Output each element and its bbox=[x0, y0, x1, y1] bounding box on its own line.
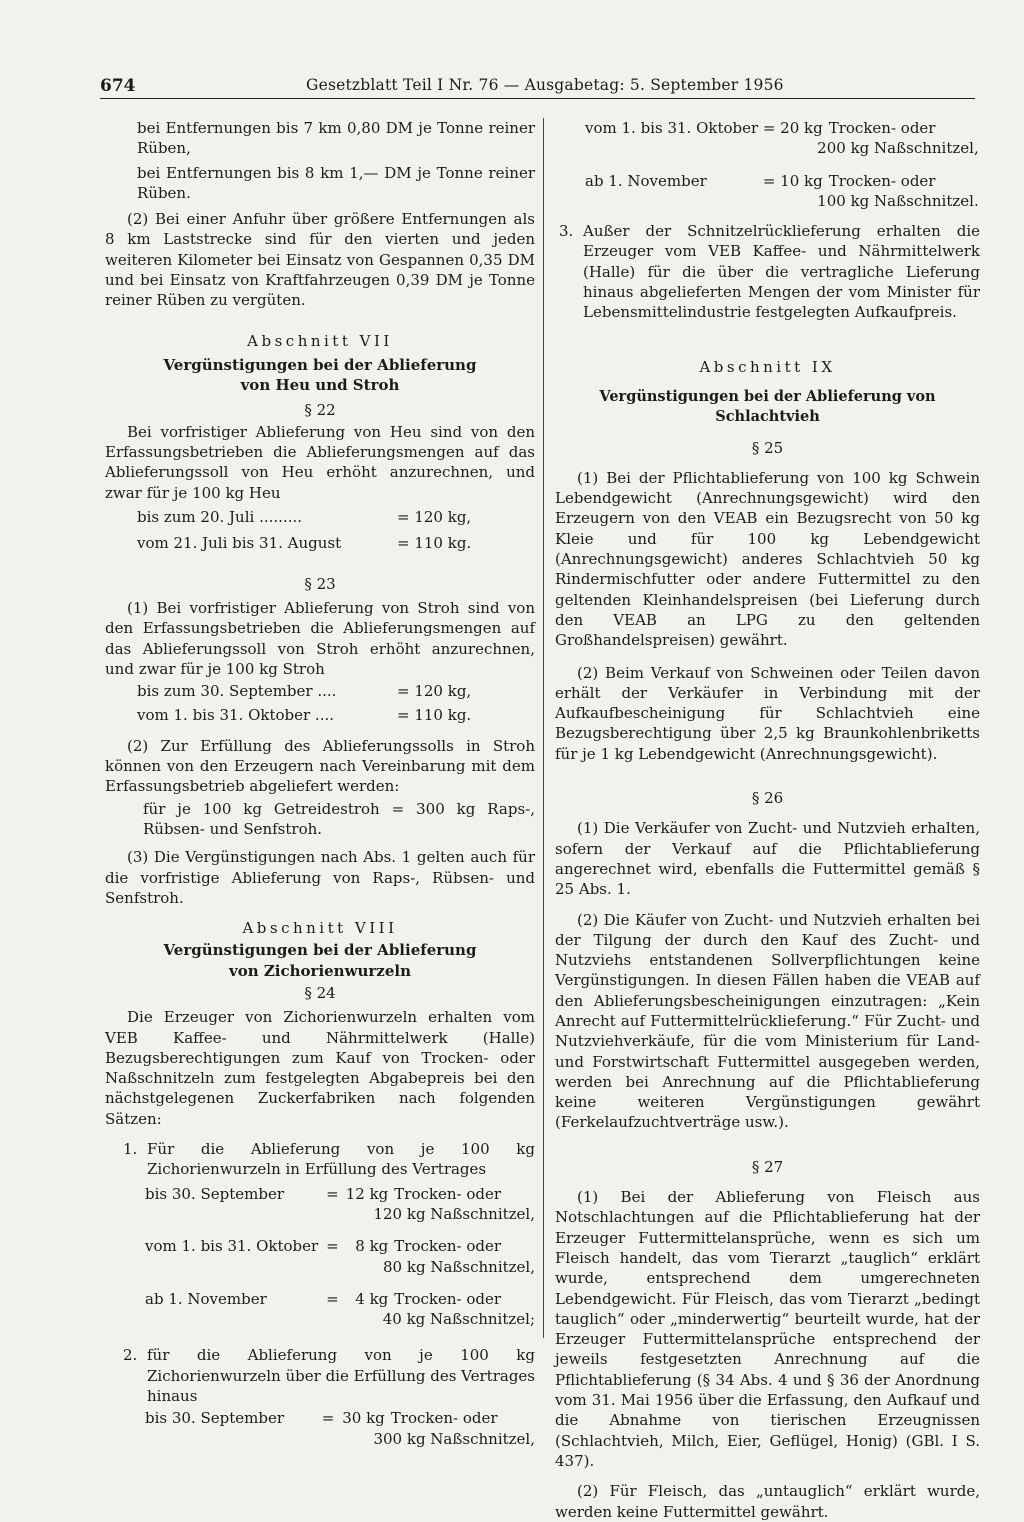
rate-amount: 8 kg bbox=[355, 1237, 389, 1256]
straw-rate-label: vom 1. bis 31. Oktober .... bbox=[137, 706, 334, 725]
s27-p1: (1) Bei der Ablieferung von Fleisch aus Notschlachtungen auf die Pflichtablieferung hat der Erzeuger Futtermittelansprüche, wenn es sich um Fleisch handelt, das vom Tierarzt „tauglich“ erklärt wurde, entsprechend dem umgerechneten Lebendgewicht. Für Fleisch, das vom Tierarzt „bedingt tauglich“ oder „minderwertig“ beurteilt wurde, hat der Erzeuger Futtermittelansprüche entsprechend der jeweils festgesetzten Anrechnung auf die Pflichtablieferung (§ 34 Abs. 4 und § 36 der Anordnung vom 31. Mai 1956 über die Erfassung, den Aufkauf und die Abnahme von tierischen Erzeugnissen (Schlachtvieh, Milch, Eier, Geflügel, Honig) (GBl. I S. 437). bbox=[555, 1188, 980, 1470]
s25-p1: (1) Bei der Pflichtablieferung von 100 kg Schwein Lebendgewicht (Anrechnungsgewicht) wird den Erzeugern von den VEAB ein Bezugsrecht von 50 kg Kleie und für 100 kg Lebendgewicht (Anrechnungsgewicht) anderes Schlachtvieh 50 kg Rindermischfutter oder andere Futtermittel zu den geltenden Kleinhandelspreisen (bei Lieferung durch den VEAB an LPG zu den geltenden Großhandelspreisen) gewährt. bbox=[555, 468, 980, 650]
paragraph-sign-24: § 24 bbox=[304, 983, 336, 1002]
rate-row-cont bbox=[145, 1257, 535, 1277]
s23-p1: (1) Bei vorfristiger Ablieferung von Stroh sind von den Erfassungsbetrieben die Ablieferungsmengen auf das Ablieferungssoll von Stroh erhöht anzurechnen, und zwar für je 100 kg Stroh bbox=[105, 598, 535, 678]
paragraph-2: (2) Bei einer Anfuhr über größere Entfernungen als 8 km Laststrecke sind für den vierten und jeden weiteren Kilometer bei Einsatz von Gespannen 0,35 DM und bei Einsatz von Kraftfahrzeugen 0,39 DM je Tonne reiner Rüben zu vergüten. bbox=[105, 210, 535, 310]
rate-row bbox=[145, 1184, 535, 1204]
left-column bbox=[105, 118, 535, 1449]
list-item-text: Außer der Schnitzelrücklieferung erhalten die Erzeuger vom VEB Kaffee- und Nährmittelwerk (Halle) für die über die vertragliche Lieferung hinaus abgelieferten Mengen der vom Minister für Lebensmittelindustrie festgelegten Aufkaufpreis. bbox=[583, 222, 980, 322]
right-column bbox=[555, 118, 980, 1522]
distance-rate-8km: bei Entfernungen bis 8 km 1,— DM je Tonne reiner Rüben. bbox=[137, 163, 535, 202]
s23-p3: (3) Die Vergünstigungen nach Abs. 1 gelten auch für die vorfristige Ablieferung von Raps-, Rübsen- und Senfstroh. bbox=[105, 848, 535, 907]
s26-p2: (2) Die Käufer von Zucht- und Nutzvieh erhalten bei der Tilgung der durch den Kauf des Zucht- und Nutzviehs entstandenen Sollverpflichtungen keine Vergünstigungen. In diesen Fällen haben die VEAB auf den Ablieferungsbescheinigungen einzutragen: „Kein Anrecht auf Futtermittelrücklieferung.“ Für Zucht- und Nutzviehverkäufe, für die vom Ministerium für Land- und Forstwirtschaft Futtermittel ausgegeben werden, werden bei Anrechnung auf die Pflichtablieferung keine weiteren Vergünstigungen gewährt (Ferkelaufzuchtverträge usw.). bbox=[555, 910, 980, 1132]
chicory-rates-table-1 bbox=[145, 1184, 535, 1330]
rate-row-cont bbox=[145, 1429, 535, 1449]
list-item-number: 2. bbox=[123, 1346, 138, 1365]
paragraph-sign-26: § 26 bbox=[751, 789, 784, 808]
rate-product: Trocken- oder bbox=[828, 171, 936, 190]
section-heading-ix: Abschnitt IX bbox=[699, 357, 836, 376]
rate-alt: 100 kg Naßschnitzel. bbox=[817, 191, 979, 210]
hay-rate-value: = 120 kg, bbox=[397, 508, 472, 527]
straw-rate-value: = 120 kg, bbox=[397, 682, 472, 701]
rate-equals: = bbox=[326, 1289, 339, 1308]
s26-p1: (1) Die Verkäufer von Zucht- und Nutzvieh erhalten, sofern der Verkauf auf die Pflichtablieferung angerechnet wird, ebenfalls die Futtermittel gemäß § 25 Abs. 1. bbox=[555, 819, 980, 899]
s23-p2: (2) Zur Erfüllung des Ablieferungssolls in Stroh können von den Erzeugern nach Vereinbarung mit dem Erfassungsbetrieb abgeliefert werden: bbox=[105, 736, 535, 796]
hay-rate-row bbox=[137, 533, 471, 553]
rate-amount: 12 kg bbox=[345, 1184, 389, 1203]
straw-rate-value: = 110 kg. bbox=[397, 706, 472, 725]
paragraph-sign-27: § 27 bbox=[751, 1157, 784, 1176]
s22-text: Bei vorfristiger Ablieferung von Heu sind von den Erfassungsbetrieben die Ablieferungsmengen auf das Ablieferungssoll von Heu erhöht anzurechnen, und zwar für je 100 kg Heu bbox=[105, 422, 535, 502]
rate-period: vom 1. bis 31. Oktober bbox=[145, 1237, 319, 1256]
s24-text: Die Erzeuger von Zichorienwurzeln erhalten vom VEB Kaffee- und Nährmittelwerk (Halle) Bezugsberechtigungen zum Kauf von Trocken- oder Naßschnitzeln zum festgelegten Abgabepreis bei den nächstgelegenen Zuckerfabriken nach folgenden Sätzen: bbox=[105, 1008, 535, 1128]
list-item-number: 1. bbox=[123, 1140, 138, 1159]
hay-rate-label: vom 21. Juli bis 31. August bbox=[137, 534, 342, 553]
section-title-ix: Vergünstigungen bei der Ablieferung von Schlachtvieh bbox=[599, 387, 936, 426]
rate-period: bis 30. September bbox=[145, 1409, 285, 1428]
s25-p2: (2) Beim Verkauf von Schweinen oder Teilen davon erhält der Verkäufer in Verbindung mit der Aufkaufbescheinigung für Schlachtvieh eine Bezugsberechtigung über 2,5 kg Braunkohlenbriketts für je 1 kg Lebendgewicht (Anrechnungsgewicht). bbox=[555, 663, 980, 763]
rate-row bbox=[145, 1236, 535, 1256]
rate-alt: 300 kg Naßschnitzel, bbox=[373, 1429, 535, 1448]
rate-period: ab 1. November bbox=[585, 171, 707, 190]
list-item-1 bbox=[105, 1139, 535, 1180]
straw-rate-row bbox=[137, 705, 471, 725]
section-heading-vii: Abschnitt VII bbox=[247, 331, 393, 350]
rate-equals: = bbox=[321, 1409, 335, 1428]
rate-alt: 120 kg Naßschnitzel, bbox=[373, 1204, 535, 1223]
chicory-rates-table-2-cont bbox=[585, 118, 979, 211]
hay-rates-table bbox=[137, 507, 471, 554]
rate-product: Trocken- oder bbox=[394, 1237, 502, 1256]
straw-rate-label: bis zum 30. September .... bbox=[137, 682, 337, 701]
straw-rate-row bbox=[137, 681, 471, 701]
section-title-vii-line2: von Heu und Stroh bbox=[240, 376, 400, 395]
rate-equals: = bbox=[762, 171, 776, 190]
page-header bbox=[100, 74, 975, 99]
list-item-number: 3. bbox=[559, 222, 574, 241]
rate-row bbox=[585, 118, 979, 138]
rate-equals: = bbox=[762, 119, 776, 137]
rate-alt: 200 kg Naßschnitzel, bbox=[817, 139, 979, 158]
hay-rate-value: = 110 kg. bbox=[397, 534, 472, 553]
rate-amount: 4 kg bbox=[355, 1289, 389, 1308]
list-item-3 bbox=[555, 221, 980, 322]
section-title-vii-line1: Vergünstigungen bei der Ablieferung bbox=[163, 355, 477, 374]
section-title-viii-line2: von Zichorienwurzeln bbox=[229, 961, 411, 980]
rate-row-cont bbox=[145, 1204, 535, 1224]
rate-alt: 80 kg Naßschnitzel, bbox=[383, 1257, 535, 1276]
rate-product: Trocken- oder bbox=[828, 119, 936, 137]
s23-p2-rate: für je 100 kg Getreidestroh = 300 kg Raps-, Rübsen- und Senfstroh. bbox=[143, 799, 535, 838]
rate-period: ab 1. November bbox=[145, 1289, 267, 1308]
rate-product: Trocken- oder bbox=[394, 1289, 502, 1308]
column-divider bbox=[543, 118, 544, 1338]
rate-row bbox=[585, 171, 979, 191]
rate-period: bis 30. September bbox=[145, 1184, 285, 1203]
list-item-text: für die Ablieferung von je 100 kg Zichorienwurzeln über die Erfüllung des Vertrages hinaus bbox=[147, 1346, 536, 1406]
rate-amount: 20 kg bbox=[780, 119, 823, 137]
page-number: 674 bbox=[100, 76, 136, 96]
chicory-rates-table-2 bbox=[145, 1408, 535, 1449]
hay-rate-label: bis zum 20. Juli ......... bbox=[137, 508, 302, 527]
rate-alt: 40 kg Naßschnitzel; bbox=[382, 1310, 535, 1329]
gazette-title: Gesetzblatt Teil I Nr. 76 — Ausgabetag: 5. September 1956 bbox=[306, 76, 784, 94]
section-heading-viii: Abschnitt VIII bbox=[242, 919, 398, 938]
rate-row-cont bbox=[585, 138, 979, 158]
rate-row-cont bbox=[585, 191, 979, 211]
rate-amount: 10 kg bbox=[780, 171, 823, 190]
rate-row bbox=[145, 1289, 535, 1309]
paragraph-sign-22: § 22 bbox=[304, 400, 336, 419]
hay-rate-row bbox=[137, 507, 471, 527]
distance-rate-7km: bei Entfernungen bis 7 km 0,80 DM je Tonne reiner Rüben, bbox=[137, 119, 535, 158]
rate-product: Trocken- oder bbox=[394, 1184, 502, 1203]
rate-row-cont bbox=[145, 1309, 535, 1329]
rate-row bbox=[145, 1408, 535, 1428]
list-item-2 bbox=[105, 1345, 535, 1406]
section-title-viii-line1: Vergünstigungen bei der Ablieferung bbox=[163, 941, 477, 960]
s27-p2: (2) Für Fleisch, das „untauglich“ erklärt wurde, werden keine Futtermittel gewährt. bbox=[555, 1482, 980, 1521]
rate-equals: = bbox=[326, 1237, 339, 1256]
rate-period: vom 1. bis 31. Oktober bbox=[585, 119, 759, 137]
list-item-text: Für die Ablieferung von je 100 kg Zichorienwurzeln in Erfüllung des Vertrages bbox=[147, 1140, 535, 1179]
straw-rates-table bbox=[137, 681, 471, 726]
paragraph-sign-25: § 25 bbox=[751, 438, 784, 457]
rate-product: Trocken- oder bbox=[390, 1409, 498, 1428]
rate-equals: = bbox=[326, 1184, 339, 1203]
paragraph-sign-23: § 23 bbox=[304, 574, 336, 593]
rate-amount: 30 kg bbox=[342, 1409, 385, 1428]
